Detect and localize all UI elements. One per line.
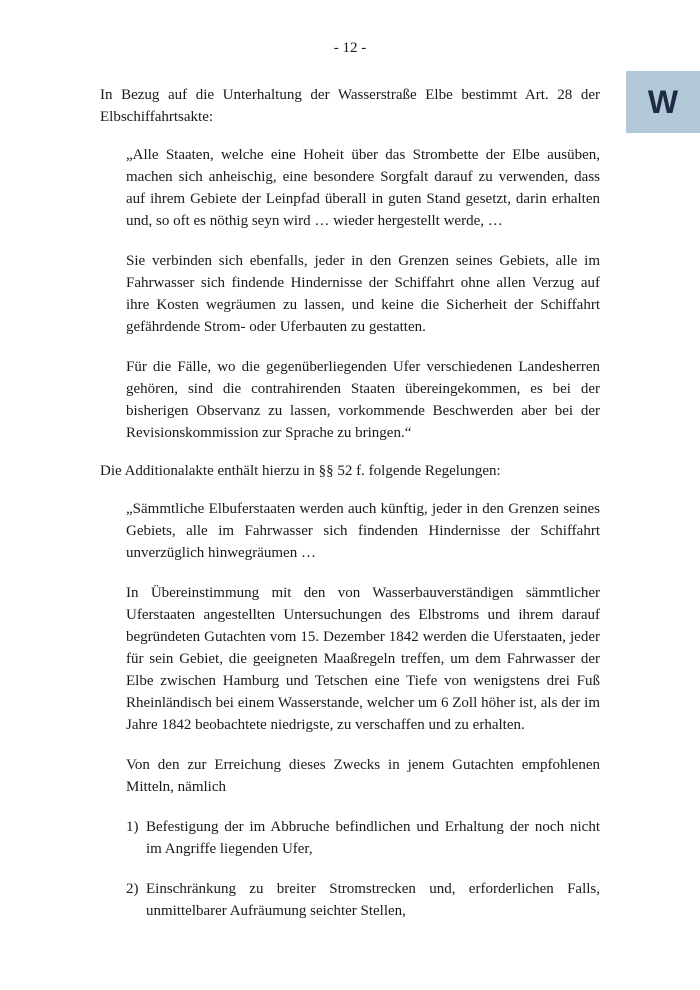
list-item-number: 2) (126, 881, 139, 897)
quote-paragraph: Für die Fälle, wo die gegenüberliegenden Ufer verschiedenen Landesherren gehören, sind die contrahirenden Staaten übereingekommen, es bei der bisherigen Observanz zu lassen, vorkommende Beschwerden aber bei der Revisionskommission zur Sprache zu bringen.“ (126, 359, 600, 441)
logo-letter: W (647, 87, 679, 117)
quote-paragraph: In Übereinstimmung mit den von Wasserbauverständigen sämmtlicher Uferstaaten angestellten Untersuchungen des Elbstroms und ihrem darauf begründeten Gutachten vom 15. Dezember 1842 werden die Uferstaaten, jeder für sein Gebiet, die geeigneten Maaßregeln treffen, um dem Fahrwasser der Elbe zwischen Hamburg und Tetschen eine Tiefe von wenigstens drei Fuß Rheinländisch bei einem Wasserstande, welcher um 6 Zoll höher ist, als der im Jahre 1842 beobachtete niedrigste, zu verschaffen und zu erhalten. (126, 585, 600, 733)
w-logo-icon (641, 87, 685, 117)
additional-act-paragraph: Die Additionalakte enthält hierzu in §§ 52 f. folgende Regelungen: (100, 463, 501, 479)
list-item (126, 816, 600, 860)
measures-list (126, 816, 600, 922)
quote-paragraph: „Sämmtliche Elbuferstaaten werden auch künftig, jeder in den Grenzen seines Gebiets, alle im Fahrwasser sich findenden Hindernisse der Schiffahrt unverzüglich hinwegräumen … (126, 501, 600, 561)
quote-block-additionalakte (126, 498, 600, 922)
quote-paragraph: Von den zur Erreichung dieses Zwecks in jenem Gutachten empfohlenen Mitteln, nämlich (126, 757, 600, 795)
list-item-number: 1) (126, 819, 139, 835)
quote-block-elbschiffahrtsakte (126, 144, 600, 444)
list-item-text: Einschränkung zu breiter Stromstrecken und, erforderlichen Falls, unmittelbarer Aufräumung seichter Stellen, (146, 881, 600, 919)
list-item (126, 878, 600, 922)
publisher-logo (626, 71, 700, 133)
document-body (100, 84, 600, 940)
intro-paragraph: In Bezug auf die Unterhaltung der Wasserstraße Elbe bestimmt Art. 28 der Elbschiffahrtsakte: (100, 87, 600, 125)
list-item-text: Befestigung der im Abbruche befindlichen und Erhaltung der noch nicht im Angriffe liegenden Ufer, (146, 819, 600, 857)
page-number: - 12 - (333, 40, 367, 56)
quote-paragraph: „Alle Staaten, welche eine Hoheit über das Strombette der Elbe ausüben, machen sich anheischig, eine besondere Sorgfalt darauf zu verwenden, dass auf ihrem Gebiete der Leinpfad überall in guten Stand gesetzt, darin erhalten und, so oft es nöthig seyn wird … wieder hergestellt werde, … (126, 147, 600, 229)
quote-paragraph: Sie verbinden sich ebenfalls, jeder in den Grenzen seines Gebiets, alle im Fahrwasser sich findende Hindernisse der Schiffahrt ohne allen Verzug auf ihre Kosten wegräumen zu lassen, und keine die Sicherheit der Schiffahrt gefährdende Strom- oder Uferbauten zu gestatten. (126, 253, 600, 335)
